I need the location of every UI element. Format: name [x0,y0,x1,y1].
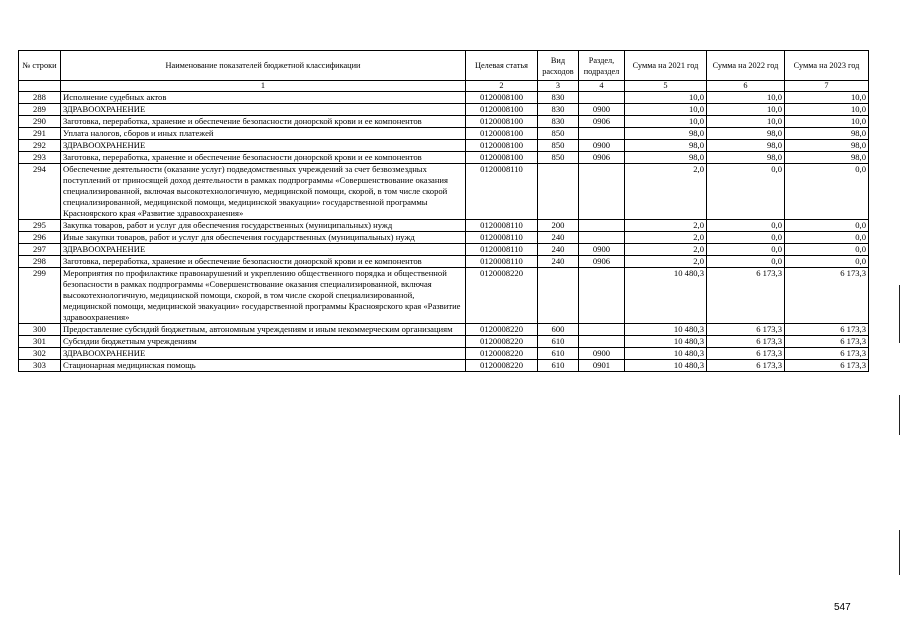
row-name: Заготовка, переработка, хранение и обеспечение безопасности донорской крови и ее компонентов [61,152,466,164]
page-number: 547 [834,602,851,613]
row-target: 0120008110 [466,220,538,232]
scan-edge-line [899,285,900,343]
row-expense-type: 600 [538,324,579,336]
row-name: Уплата налогов, сборов и иных платежей [61,128,466,140]
table-row [19,336,869,348]
table-row [19,232,869,244]
table-row [19,116,869,128]
row-number: 293 [19,152,61,164]
row-sum-2021: 10 480,3 [625,268,707,324]
row-expense-type: 240 [538,232,579,244]
row-sum-2022: 0,0 [707,164,785,220]
row-expense-type: 850 [538,152,579,164]
row-sum-2021: 10,0 [625,92,707,104]
row-sum-2022: 98,0 [707,128,785,140]
column-number: 1 [61,81,466,92]
row-name: Обеспечение деятельности (оказание услуг) подведомственных учреждений за счет безвозмездных поступлений от приносящей доход деятельности в рамках подпрограммы «Совершенствование оказания специализированной, включая высокотехнологичную, медицинской помощи, скорой, в том числе скорой специализированной, медицинской помощи, медицинской эвакуации» государственной программы Красноярского края «Развитие здравоохранения» [61,164,466,220]
row-section [579,232,625,244]
row-target: 0120008220 [466,324,538,336]
row-sum-2021: 2,0 [625,232,707,244]
row-target: 0120008100 [466,152,538,164]
row-sum-2023: 98,0 [785,140,869,152]
column-number [19,81,61,92]
row-target: 0120008110 [466,164,538,220]
row-target: 0120008100 [466,104,538,116]
scan-edge-line [899,395,900,435]
row-target: 0120008110 [466,244,538,256]
row-sum-2022: 6 173,3 [707,324,785,336]
scan-edge-line [899,530,900,575]
row-sum-2022: 10,0 [707,92,785,104]
header-sum-2021: Сумма на 2021 год [625,51,707,81]
row-number: 300 [19,324,61,336]
header-name: Наименование показателей бюджетной классификации [61,51,466,81]
row-name: Заготовка, переработка, хранение и обеспечение безопасности донорской крови и ее компонентов [61,116,466,128]
table-row [19,128,869,140]
row-target: 0120008100 [466,140,538,152]
row-number: 289 [19,104,61,116]
row-sum-2023: 10,0 [785,104,869,116]
row-target: 0120008220 [466,360,538,372]
row-sum-2022: 98,0 [707,152,785,164]
table-row [19,256,869,268]
row-name: ЗДРАВООХРАНЕНИЕ [61,140,466,152]
row-name: Субсидии бюджетным учреждениям [61,336,466,348]
row-target: 0120008110 [466,256,538,268]
row-sum-2023: 10,0 [785,92,869,104]
column-number-row [19,81,869,92]
table-row [19,92,869,104]
row-name: Иные закупки товаров, работ и услуг для обеспечения государственных (муниципальных) нужд [61,232,466,244]
row-sum-2023: 6 173,3 [785,324,869,336]
header-section: Раздел, подраздел [579,51,625,81]
row-number: 303 [19,360,61,372]
row-name: Мероприятия по профилактике правонарушений и укреплению общественного порядка и общественной безопасности в рамках подпрограммы «Совершенствование оказания специализированной, включая высокотехнологичную, медицинской помощи, скорой, в том числе скорой специализированной, медицинской помощи, медицинской эвакуации» государственной программы Красноярского края «Развитие здравоохранения» [61,268,466,324]
column-number: 7 [785,81,869,92]
row-target: 0120008100 [466,92,538,104]
row-sum-2022: 98,0 [707,140,785,152]
row-target: 0120008220 [466,348,538,360]
row-sum-2022: 10,0 [707,116,785,128]
row-section: 0900 [579,104,625,116]
row-sum-2023: 0,0 [785,220,869,232]
header-row [19,51,869,81]
column-number: 3 [538,81,579,92]
row-sum-2023: 6 173,3 [785,268,869,324]
row-expense-type: 850 [538,140,579,152]
row-sum-2022: 0,0 [707,244,785,256]
row-section: 0900 [579,140,625,152]
row-name: Предоставление субсидий бюджетным, автономным учреждениям и иным некоммерческим организациям [61,324,466,336]
row-number: 296 [19,232,61,244]
row-sum-2023: 0,0 [785,244,869,256]
row-expense-type: 850 [538,128,579,140]
row-sum-2022: 6 173,3 [707,268,785,324]
row-target: 0120008100 [466,116,538,128]
row-sum-2023: 6 173,3 [785,348,869,360]
row-target: 0120008100 [466,128,538,140]
table-row [19,220,869,232]
table-row [19,244,869,256]
row-sum-2022: 6 173,3 [707,348,785,360]
row-sum-2023: 6 173,3 [785,360,869,372]
row-sum-2021: 2,0 [625,164,707,220]
row-expense-type [538,164,579,220]
row-sum-2023: 6 173,3 [785,336,869,348]
row-expense-type: 830 [538,104,579,116]
row-sum-2021: 10,0 [625,104,707,116]
row-section [579,220,625,232]
row-sum-2021: 2,0 [625,244,707,256]
row-sum-2022: 6 173,3 [707,360,785,372]
row-section [579,128,625,140]
row-expense-type: 830 [538,116,579,128]
table-row [19,360,869,372]
budget-table-container [18,50,868,372]
row-sum-2022: 6 173,3 [707,336,785,348]
row-section [579,336,625,348]
column-number: 2 [466,81,538,92]
row-sum-2023: 98,0 [785,152,869,164]
row-sum-2021: 10 480,3 [625,324,707,336]
row-number: 292 [19,140,61,152]
header-target: Целевая статья [466,51,538,81]
row-sum-2021: 2,0 [625,256,707,268]
row-section: 0906 [579,256,625,268]
row-sum-2021: 98,0 [625,140,707,152]
row-sum-2022: 0,0 [707,256,785,268]
table-row [19,324,869,336]
row-sum-2023: 98,0 [785,128,869,140]
row-sum-2023: 0,0 [785,164,869,220]
row-sum-2022: 0,0 [707,220,785,232]
row-number: 301 [19,336,61,348]
row-expense-type: 830 [538,92,579,104]
column-number: 6 [707,81,785,92]
budget-table [18,50,869,372]
row-expense-type: 610 [538,336,579,348]
row-sum-2021: 10,0 [625,116,707,128]
row-expense-type: 200 [538,220,579,232]
row-number: 288 [19,92,61,104]
row-section [579,324,625,336]
row-expense-type: 240 [538,256,579,268]
row-name: ЗДРАВООХРАНЕНИЕ [61,244,466,256]
row-number: 298 [19,256,61,268]
table-row [19,348,869,360]
row-expense-type [538,268,579,324]
row-sum-2023: 10,0 [785,116,869,128]
row-name: Закупка товаров, работ и услуг для обеспечения государственных (муниципальных) нужд [61,220,466,232]
row-sum-2021: 10 480,3 [625,348,707,360]
row-section [579,92,625,104]
row-sum-2022: 10,0 [707,104,785,116]
row-expense-type: 240 [538,244,579,256]
row-target: 0120008110 [466,232,538,244]
row-sum-2021: 98,0 [625,152,707,164]
row-sum-2021: 10 480,3 [625,336,707,348]
row-expense-type: 610 [538,360,579,372]
row-number: 291 [19,128,61,140]
row-section: 0900 [579,244,625,256]
row-target: 0120008220 [466,336,538,348]
row-number: 299 [19,268,61,324]
table-row [19,140,869,152]
header-row-no: № строки [19,51,61,81]
column-number: 4 [579,81,625,92]
row-number: 302 [19,348,61,360]
header-sum-2023: Сумма на 2023 год [785,51,869,81]
row-number: 294 [19,164,61,220]
row-number: 295 [19,220,61,232]
row-number: 297 [19,244,61,256]
row-sum-2021: 10 480,3 [625,360,707,372]
row-sum-2022: 0,0 [707,232,785,244]
row-section: 0900 [579,348,625,360]
row-section: 0906 [579,116,625,128]
row-sum-2021: 2,0 [625,220,707,232]
table-row [19,268,869,324]
table-row [19,104,869,116]
column-number: 5 [625,81,707,92]
table-row [19,164,869,220]
row-sum-2023: 0,0 [785,232,869,244]
header-expense-type: Вид расходов [538,51,579,81]
row-sum-2023: 0,0 [785,256,869,268]
table-row [19,152,869,164]
row-name: Стационарная медицинская помощь [61,360,466,372]
row-sum-2021: 98,0 [625,128,707,140]
row-expense-type: 610 [538,348,579,360]
header-sum-2022: Сумма на 2022 год [707,51,785,81]
row-section: 0901 [579,360,625,372]
row-name: Заготовка, переработка, хранение и обеспечение безопасности донорской крови и ее компонентов [61,256,466,268]
row-target: 0120008220 [466,268,538,324]
row-number: 290 [19,116,61,128]
row-section [579,164,625,220]
row-section: 0906 [579,152,625,164]
row-section [579,268,625,324]
row-name: Исполнение судебных актов [61,92,466,104]
row-name: ЗДРАВООХРАНЕНИЕ [61,104,466,116]
row-name: ЗДРАВООХРАНЕНИЕ [61,348,466,360]
